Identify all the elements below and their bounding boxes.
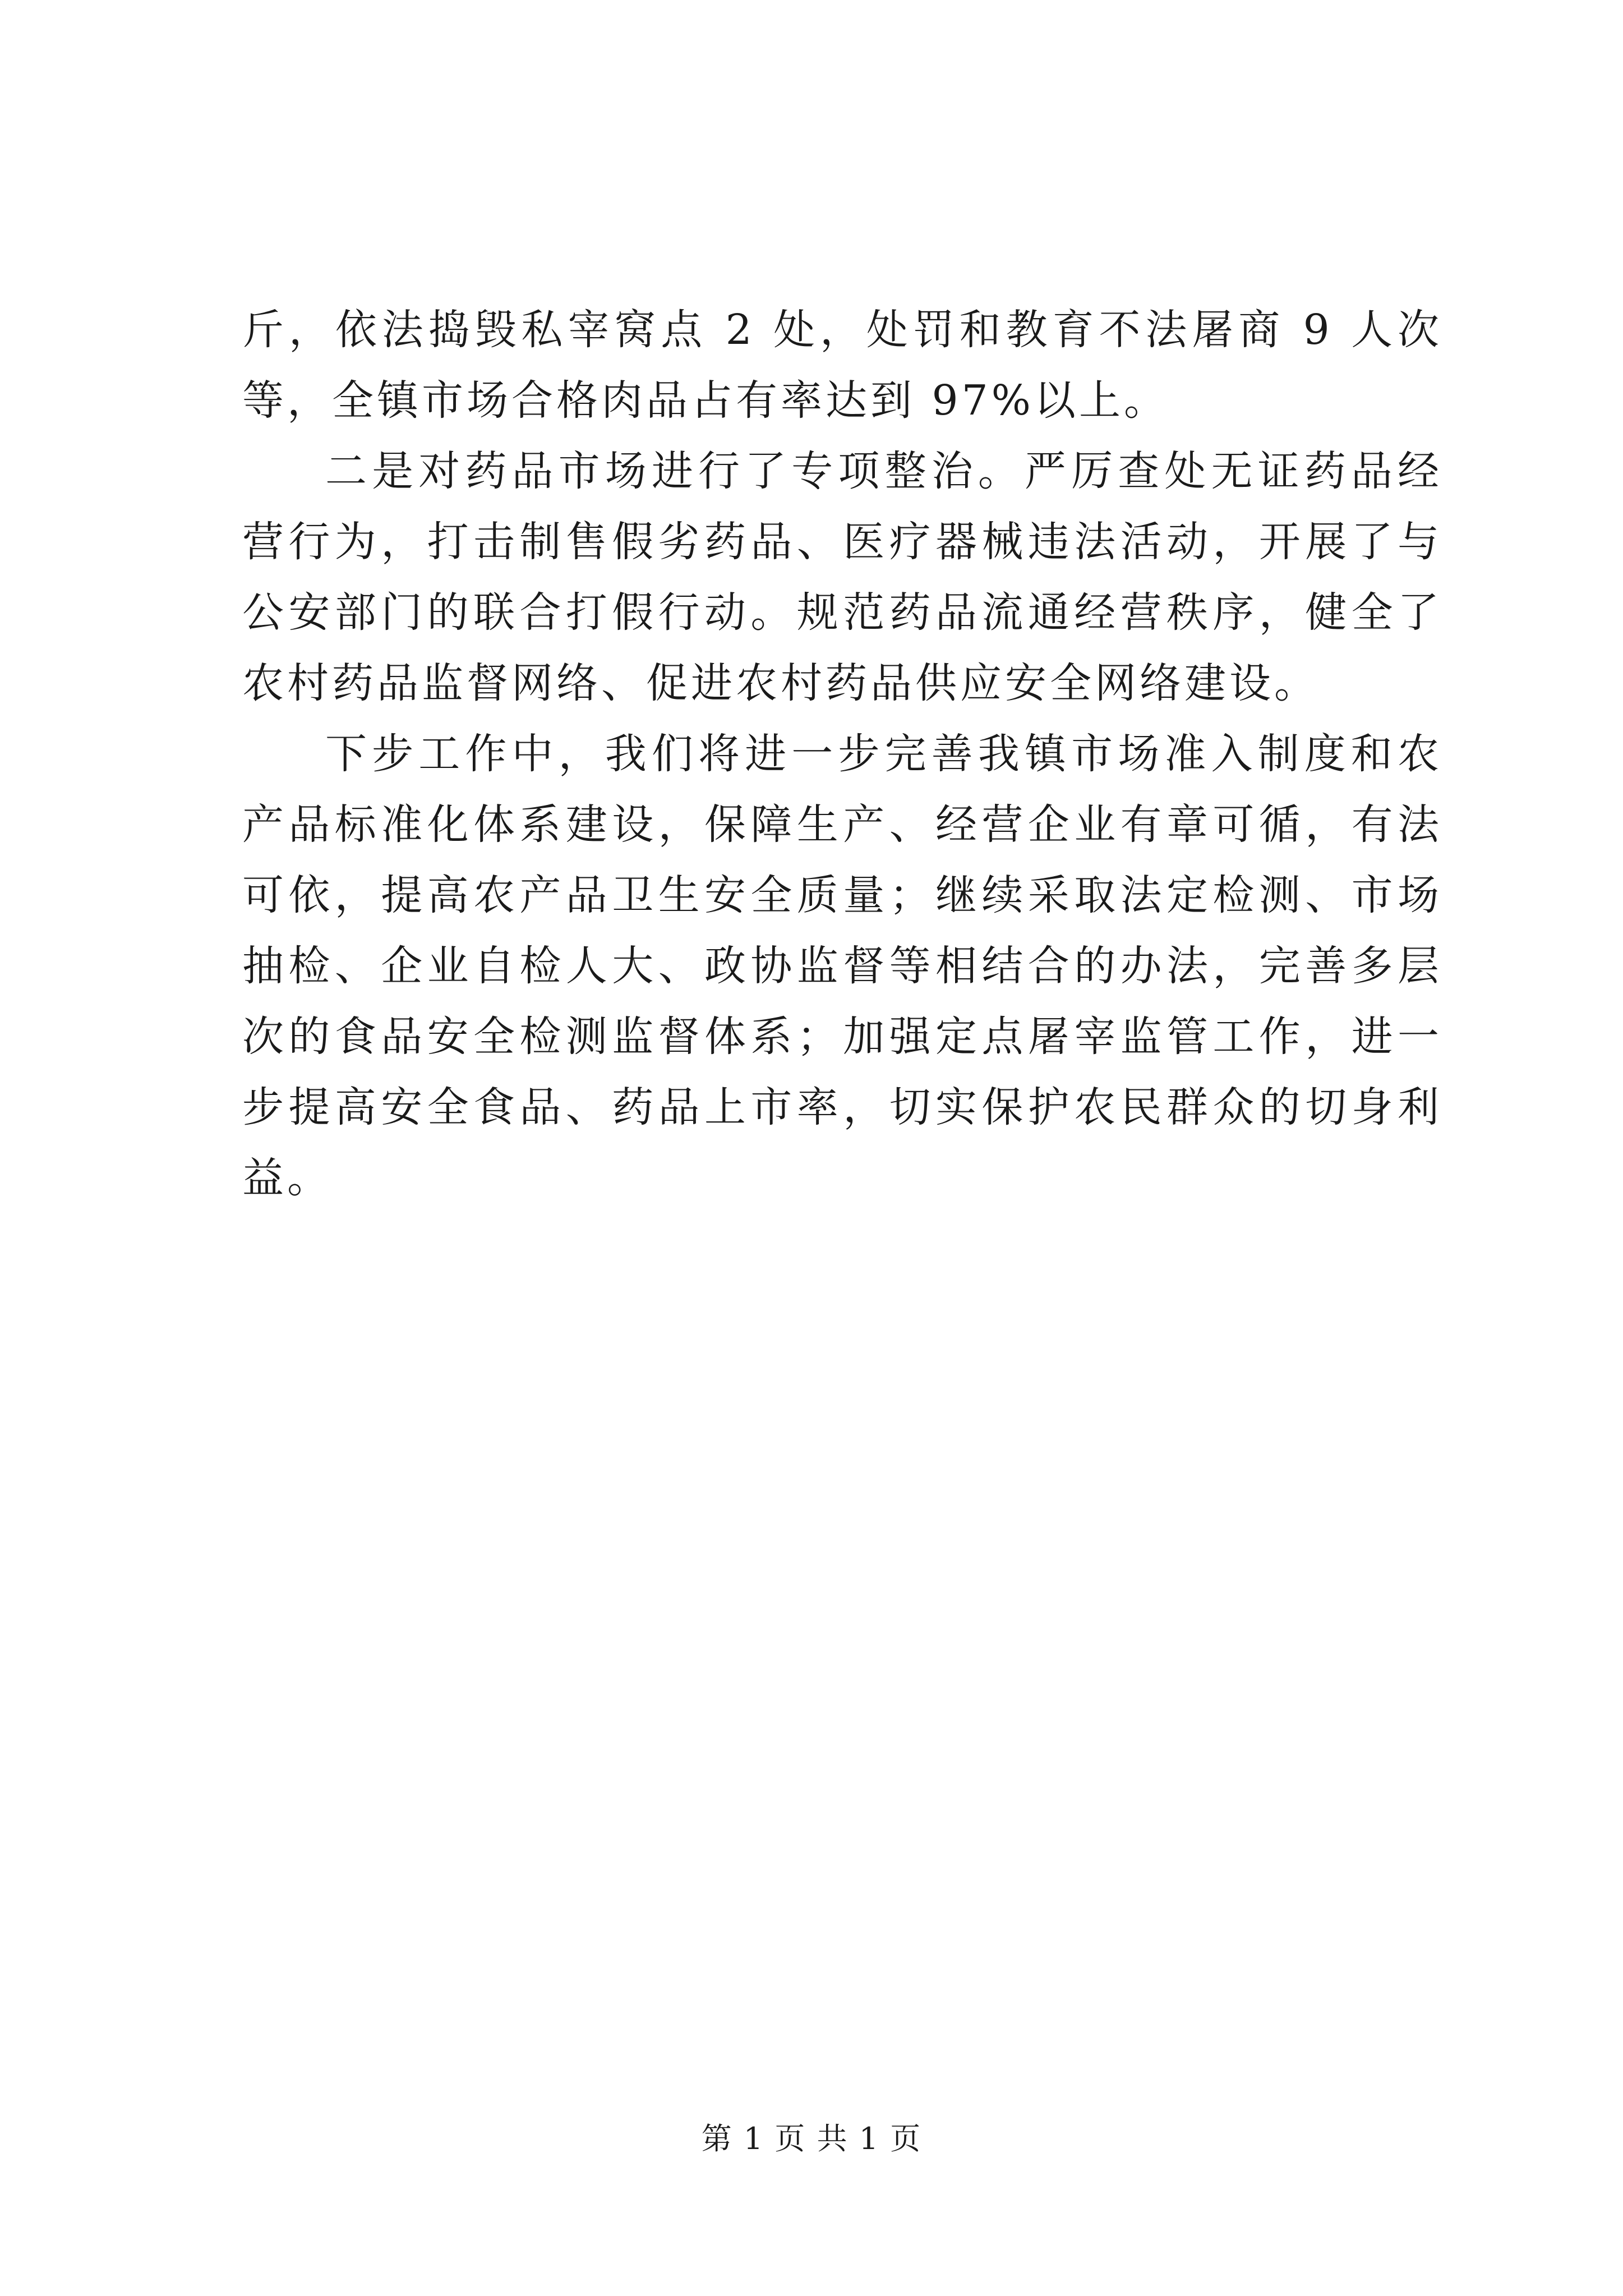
document-body <box>242 295 1442 1213</box>
paragraph-drug-market: 二是对药品市场进行了专项整治。严厉查处无证药品经营行为，打击制售假劣药品、医疗器械违法活动，开展了与公安部门的联合打假行动。规范药品流通经营秩序，健全了农村药品监督网络、促进农村药品供应安全网络建设。 <box>242 447 1442 707</box>
page-number-footer: 第 1 页 共 1 页 <box>701 2121 922 2156</box>
paragraph-next-steps: 下步工作中，我们将进一步完善我镇市场准入制度和农产品标准化体系建设，保障生产、经营企业有章可循，有法可依，提高农产品卫生安全质量；继续采取法定检测、市场抽检、企业自检人大、政协监督等相结合的办法，完善多层次的食品安全检测监督体系；加强定点屠宰监管工作，进一步提高安全食品、药品上市率，切实保护农民群众的切身利益。 <box>242 730 1442 1202</box>
paragraph-continuation: 斤，依法捣毁私宰窝点 2 处，处罚和教育不法屠商 9 人次等，全镇市场合格肉品占有率达到 97%以上。 <box>242 306 1442 425</box>
